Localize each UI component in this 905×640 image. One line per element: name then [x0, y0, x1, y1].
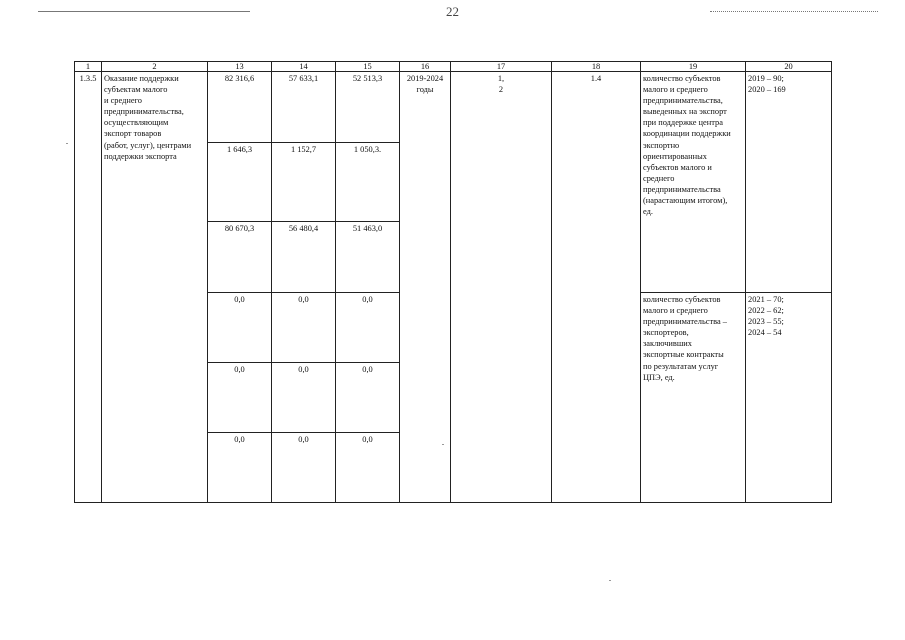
program-table — [74, 61, 832, 503]
indicator-targets-2: 2021 – 70; 2022 – 62; 2023 – 55; 2024 – 54 — [746, 293, 832, 503]
value-cell: 0,0 — [208, 293, 272, 363]
value-cell: 80 670,3 — [208, 222, 272, 293]
value-cell: 0,0 — [272, 433, 336, 503]
page-number: 22 — [446, 4, 459, 19]
value-cell: 0,0 — [272, 293, 336, 363]
value-cell: 56 480,4 — [272, 222, 336, 293]
row-description: Оказание поддержки субъектам малого и среднего предпринимательства, осуществляющим экспорт товаров (работ, услуг), центрами поддержки экспорта — [102, 72, 208, 503]
value-cell: 0,0 — [208, 433, 272, 503]
value-cell: 0,0 — [336, 363, 400, 433]
data-table-container — [74, 61, 832, 503]
scan-speck — [609, 580, 611, 581]
header-cell-13: 13 — [208, 62, 272, 72]
col17-cell: 1, 2 — [451, 72, 552, 503]
col18-cell: 1.4 — [552, 72, 641, 503]
header-cell-15: 15 — [336, 62, 400, 72]
table-row — [75, 72, 832, 143]
indicator-text-1: количество субъектов малого и среднего предпринимательства, выведенных на экспорт при поддержке центра координации поддержки экспортно ориентированных субъектов малого и среднего предпринимательства (нарастающим итогом), ед. — [641, 72, 746, 293]
period-cell: 2019-2024 годы — [400, 72, 451, 503]
value-cell: 82 316,6 — [208, 72, 272, 143]
value-cell: 0,0 — [336, 433, 400, 503]
header-cell-14: 14 — [272, 62, 336, 72]
scan-rule-right — [710, 11, 878, 12]
header-cell-17: 17 — [451, 62, 552, 72]
header-cell-20: 20 — [746, 62, 832, 72]
value-cell: 1 152,7 — [272, 143, 336, 222]
header-cell-19: 19 — [641, 62, 746, 72]
header-cell-2: 2 — [102, 62, 208, 72]
scan-rule-left — [38, 11, 250, 12]
scan-speck — [442, 444, 444, 445]
header-cell-18: 18 — [552, 62, 641, 72]
value-cell: 1 646,3 — [208, 143, 272, 222]
indicator-text-2: количество субъектов малого и среднего предпринимательства – экспортеров, заключивших экспортные контракты по результатам услуг ЦПЭ, ед. — [641, 293, 746, 503]
value-cell: 0,0 — [272, 363, 336, 433]
value-cell: 57 633,1 — [272, 72, 336, 143]
value-cell: 0,0 — [208, 363, 272, 433]
indicator-targets-1: 2019 – 90; 2020 – 169 — [746, 72, 832, 293]
scan-speck — [66, 143, 68, 144]
header-cell-16: 16 — [400, 62, 451, 72]
value-cell: 0,0 — [336, 293, 400, 363]
header-cell-1: 1 — [75, 62, 102, 72]
value-cell: 1 050,3. — [336, 143, 400, 222]
value-cell: 52 513,3 — [336, 72, 400, 143]
header-row — [75, 62, 832, 72]
row-id: 1.3.5 — [75, 72, 102, 503]
value-cell: 51 463,0 — [336, 222, 400, 293]
